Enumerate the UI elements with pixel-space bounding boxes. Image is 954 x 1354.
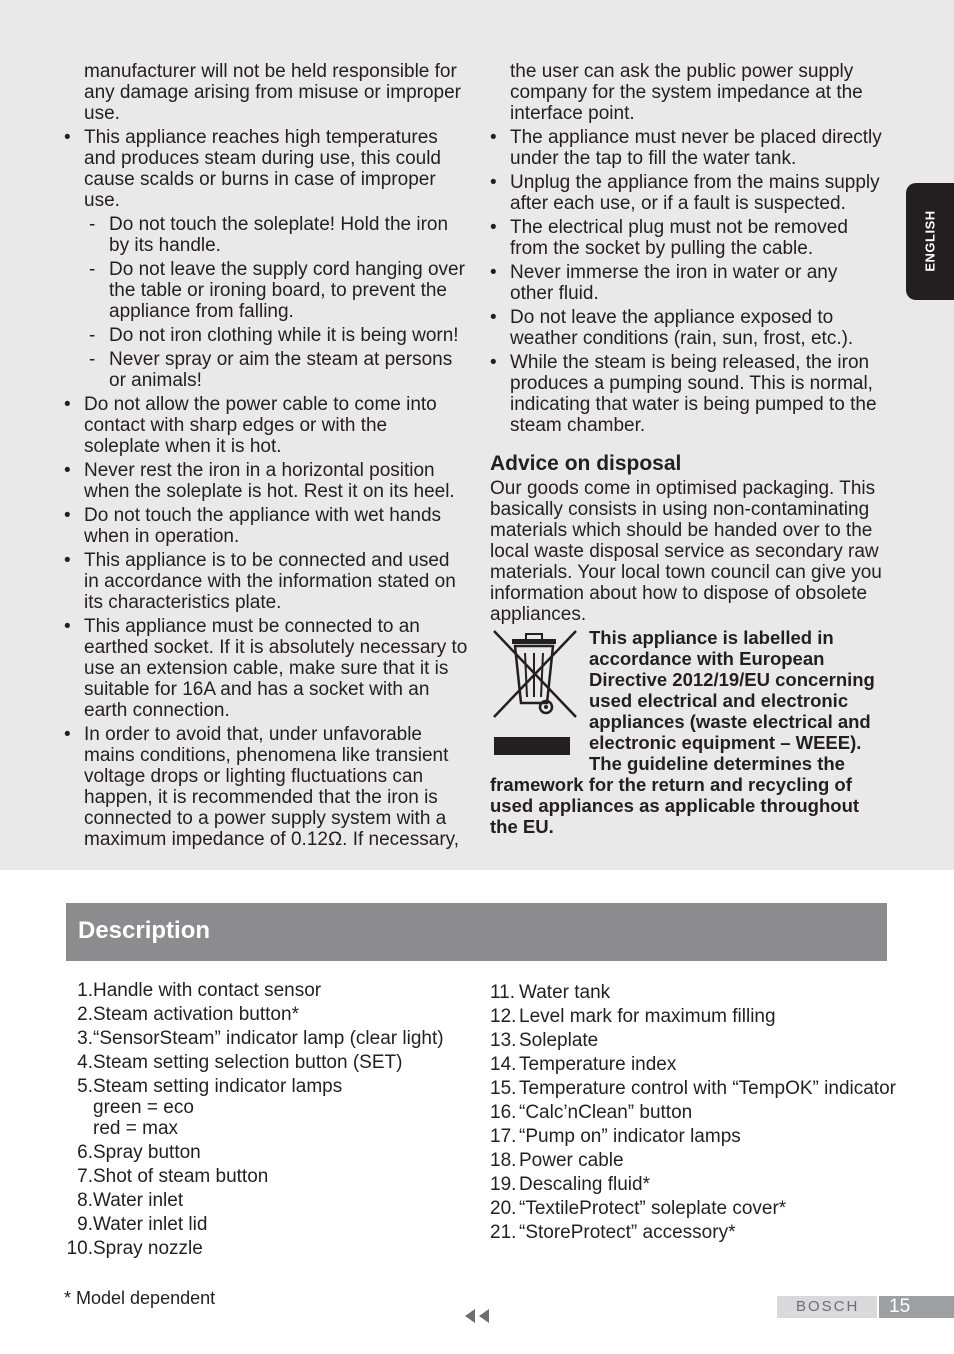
- item-label: “TextileProtect” soleplate cover*: [519, 1198, 787, 1219]
- item-text: Do not leave the appliance exposed to weather conditions (rain, sun, frost, etc.).: [510, 307, 854, 349]
- item-number: 4.: [77, 1052, 93, 1073]
- description-item: [490, 1222, 910, 1243]
- item-number: 3.: [77, 1028, 93, 1049]
- description-item: [64, 1028, 464, 1049]
- item-text: In order to avoid that, under unfavorable mains conditions, phenomena like transient voltage drops or lighting fluctuations can happen, it is recommended that the iron is connected to a power supply system with a maximum impedance of 0.12Ω. If necessary,: [84, 724, 460, 850]
- bullet-mark: •: [490, 262, 497, 283]
- description-item: [490, 1174, 910, 1195]
- item-label: Steam activation button*: [93, 1004, 299, 1025]
- item-label: Handle with contact sensor: [93, 980, 322, 1001]
- item-sub-line: red = max: [93, 1118, 179, 1139]
- bullet-mark: •: [64, 394, 71, 415]
- item-text: Do not leave the supply cord hanging over the table or ironing board, to prevent the appliance from falling.: [109, 259, 465, 322]
- item-number: 1.: [77, 980, 93, 1001]
- bullet-item: [64, 394, 468, 457]
- bullet-item: [64, 505, 468, 547]
- bullet-mark: •: [490, 127, 497, 148]
- description-list-right: [490, 982, 910, 1246]
- description-item: [64, 1214, 464, 1235]
- item-label: Water tank: [519, 982, 611, 1003]
- bullet-mark: •: [64, 505, 71, 526]
- item-number: 12.: [490, 1006, 517, 1027]
- description-item: [64, 1190, 464, 1211]
- item-number: 6.: [77, 1142, 93, 1163]
- item-label: Level mark for maximum filling: [519, 1006, 776, 1027]
- item-number: 7.: [77, 1166, 93, 1187]
- description-heading-bar: [66, 903, 887, 961]
- footnote: * Model dependent: [64, 1288, 216, 1308]
- item-text: This appliance is to be connected and used in accordance with the information stated on its characteristics plate.: [84, 550, 456, 613]
- item-label: “Pump on” indicator lamps: [519, 1126, 741, 1147]
- bullet-item: [490, 217, 885, 259]
- bullet-mark: •: [64, 616, 71, 637]
- bullet-mark: •: [64, 460, 71, 481]
- item-label: “SensorSteam” indicator lamp (clear light): [93, 1028, 444, 1049]
- item-label: Descaling fluid*: [519, 1174, 650, 1195]
- description-item: [64, 1142, 464, 1163]
- item-label: Water inlet lid: [93, 1214, 208, 1235]
- item-label: “StoreProtect” accessory*: [519, 1222, 736, 1243]
- bullet-item: [490, 307, 885, 349]
- dash-item: [64, 349, 468, 391]
- disposal-text: Our goods come in optimised packaging. This basically consists in using non-contaminating materials which should be handed over to the local waste disposal service as secondary raw materials. Your local town council can give you information about how to dispose of obsolete appliances.: [490, 478, 882, 625]
- item-label: “Calc’nClean” button: [519, 1102, 693, 1123]
- bullet-item: [490, 172, 885, 214]
- item-label: Steam setting indicator lamps: [93, 1076, 343, 1097]
- bullet-mark: •: [64, 127, 71, 148]
- bullet-mark: •: [490, 172, 497, 193]
- dash-item: [64, 259, 468, 322]
- item-number: 8.: [77, 1190, 93, 1211]
- item-number: 13.: [490, 1030, 517, 1051]
- item-text: Never immerse the iron in water or any other fluid.: [510, 262, 838, 304]
- safety-column-left: [64, 61, 468, 853]
- item-text: Do not touch the soleplate! Hold the iron by its handle.: [109, 214, 449, 256]
- description-item: [64, 1052, 464, 1073]
- item-label: Temperature index: [519, 1054, 677, 1075]
- item-text: Unplug the appliance from the mains supply after each use, or if a fault is suspected.: [510, 172, 880, 214]
- description-item: [490, 982, 910, 1003]
- item-number: 11.: [490, 982, 516, 1003]
- right-safety-list: [490, 127, 885, 436]
- item-text: This appliance must be connected to an earthed socket. If it is absolutely necessary to use an extension cable, make sure that it is suitable for 16A and has a socket with an earth connection.: [84, 616, 468, 721]
- item-number: 19.: [490, 1174, 517, 1195]
- dash-mark: -: [89, 259, 96, 280]
- description-item: [64, 1166, 464, 1187]
- item-text: Never spray or aim the steam at persons or animals!: [109, 349, 453, 391]
- item-text: This appliance reaches high temperatures and produces steam during use, this could cause scalds or burns in case of improper use.: [84, 127, 441, 211]
- crossed-out-wheelie-bin-icon: [490, 627, 582, 759]
- item-label: Soleplate: [519, 1030, 599, 1051]
- bullet-mark: •: [64, 724, 71, 745]
- bullet-item: [64, 724, 468, 850]
- dash-item: [64, 214, 468, 256]
- item-text: While the steam is being released, the iron produces a pumping sound. This is normal, indicating that water is being pumped to the steam chamber.: [510, 352, 877, 436]
- description-item: [64, 1238, 464, 1259]
- item-text: Do not allow the power cable to come into contact with sharp edges or with the soleplate when it is hot.: [84, 394, 437, 457]
- item-label: Spray button: [93, 1142, 201, 1163]
- description-item: [64, 1076, 464, 1139]
- weee-notice: This appliance is labelled in accordance with European Directive 2012/19/EU concerning used electrical and electronic appliances (waste electrical and electronic equipment – WEEE). The guideline determines the framework for the return and recycling of used appliances as applicable throughout the EU.: [490, 627, 875, 837]
- right-intro-continuation: the user can ask the public power supply company for the system impedance at the interface point.: [510, 61, 863, 124]
- item-label: Steam setting selection button (SET): [93, 1052, 403, 1073]
- dash-mark: -: [89, 214, 96, 235]
- item-label: Spray nozzle: [93, 1238, 203, 1259]
- item-number: 17.: [490, 1126, 517, 1147]
- item-label: Shot of steam button: [93, 1166, 269, 1187]
- description-heading: Description: [78, 917, 211, 944]
- bullet-item: [64, 460, 468, 502]
- bullet-item: [64, 550, 468, 613]
- item-number: 9.: [77, 1214, 93, 1235]
- description-item: [490, 1054, 910, 1075]
- item-text: The electrical plug must not be removed from the socket by pulling the cable.: [510, 217, 848, 259]
- description-item: [490, 1198, 910, 1219]
- item-number: 18.: [490, 1150, 517, 1171]
- description-item: [490, 1126, 910, 1147]
- item-number: 15.: [490, 1078, 517, 1099]
- dash-mark: -: [89, 325, 96, 346]
- item-text: Do not touch the appliance with wet hands when in operation.: [84, 505, 442, 547]
- weee-block: [490, 627, 885, 837]
- description-item: [64, 980, 464, 1001]
- left-safety-list: [64, 127, 468, 850]
- brand-name: BOSCH: [796, 1298, 860, 1315]
- language-tab: [906, 183, 954, 300]
- brand-box: [777, 1296, 877, 1318]
- bullet-item: [490, 352, 885, 436]
- description-item: [490, 1006, 910, 1027]
- bullet-mark: •: [490, 307, 497, 328]
- item-text: The appliance must never be placed directly under the tap to fill the water tank.: [510, 127, 882, 169]
- item-text: Never rest the iron in a horizontal position when the soleplate is hot. Rest it on its heel.: [84, 460, 455, 502]
- item-number: 2.: [77, 1004, 93, 1025]
- description-list-left: [64, 980, 464, 1262]
- description-item: [490, 1078, 910, 1099]
- bullet-item: [490, 262, 885, 304]
- item-number: 21.: [490, 1222, 517, 1243]
- bullet-mark: •: [490, 352, 497, 373]
- item-label: Water inlet: [93, 1190, 184, 1211]
- item-number: 5.: [77, 1076, 93, 1097]
- bullet-item: [64, 616, 468, 721]
- page-number: 15: [889, 1296, 911, 1317]
- item-sub-line: green = eco: [93, 1097, 194, 1118]
- page-number-box: [879, 1296, 954, 1318]
- item-number: 14.: [490, 1054, 517, 1075]
- bullet-item: [490, 127, 885, 169]
- left-intro-continuation: manufacturer will not be held responsible for any damage arising from misuse or improper use.: [84, 61, 461, 124]
- description-item: [490, 1102, 910, 1123]
- description-item: [64, 1004, 464, 1025]
- disposal-heading: Advice on disposal: [490, 452, 682, 475]
- item-number: 20.: [490, 1198, 517, 1219]
- item-label: Temperature control with “TempOK” indicator: [519, 1078, 896, 1099]
- item-label: Power cable: [519, 1150, 624, 1171]
- description-item: [490, 1030, 910, 1051]
- safety-column-right: [490, 61, 885, 837]
- bullet-mark: •: [64, 550, 71, 571]
- bullet-mark: •: [490, 217, 497, 238]
- dash-mark: -: [89, 349, 96, 370]
- description-item: [490, 1150, 910, 1171]
- item-text: Do not iron clothing while it is being worn!: [109, 325, 459, 346]
- double-left-arrow-icon[interactable]: [463, 1308, 491, 1324]
- item-number: 16.: [490, 1102, 517, 1123]
- dash-item: [64, 325, 468, 346]
- item-number: 10.: [66, 1238, 93, 1259]
- bullet-item: [64, 127, 468, 211]
- language-tab-label: ENGLISH: [922, 210, 938, 272]
